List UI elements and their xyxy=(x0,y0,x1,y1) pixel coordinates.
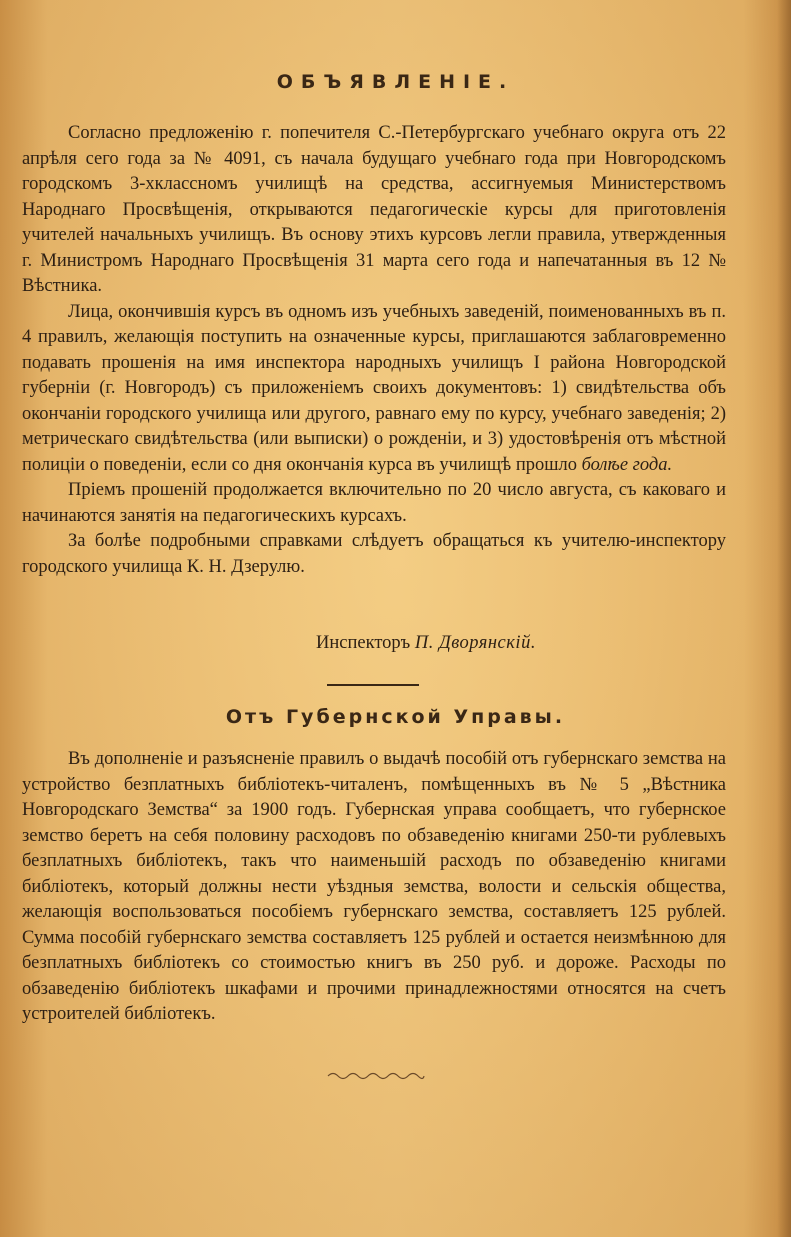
announcement-body xyxy=(22,121,726,580)
page-edge-shadow xyxy=(777,0,791,1237)
announcement-paragraph-2 xyxy=(22,300,726,479)
announcement-paragraph-4: За болѣе подробными справками слѣдуетъ обращаться къ учителю-инспектору городского училища К. Н. Дзерулю. xyxy=(22,531,726,577)
signature-name: П. Дворянскій. xyxy=(414,633,536,653)
announcement-title: ОБЪЯВЛЕНІЕ. xyxy=(276,71,515,93)
wavy-end-ornament xyxy=(326,1068,426,1082)
announcement-paragraph-2-text: Лица, окончившія курсъ въ одномъ изъ учебныхъ заведеній, поименованныхъ въ п. 4 правилъ, желающія поступить на означенные курсы, приглашаются заблаговременно подавать прошенія на имя инспектора народныхъ училищъ I района Новгородской губерніи (г. Новгородъ) съ приложеніемъ своихъ документовъ: 1) свидѣтельства объ окончаніи городского училища или другого, равнаго ему по курсу, учебнаго заведенія; 2) метрическаго свидѣтельства (или выписки) о рожденіи, и 3) удостовѣренія отъ мѣстной полиціи о поведеніи, если со дня окончанія курса въ училищѣ прошло xyxy=(22,301,726,475)
board-body xyxy=(22,747,726,1028)
signature xyxy=(316,633,536,654)
announcement-paragraph-1: Согласно предложенію г. попечителя С.-Петербургскаго учебнаго округа отъ 22 апрѣля сего года за № 4091, съ начала будущаго учебнаго года при Новгородскомъ городскомъ 3-хклассномъ училищѣ на средства, ассигнуемыя Министерствомъ Народнаго Просвѣщенія, открываются педагогическіе курсы для приготовленія учителей начальныхъ училищъ. Въ основу этихъ курсовъ легли правила, утвержденныя г. Министромъ Народнаго Просвѣщенія 31 марта сего года и напечатанныя въ 12 № Вѣстника. xyxy=(22,123,726,296)
signature-title: Инспекторъ xyxy=(316,633,411,653)
announcement-paragraph-3: Пріемъ прошеній продолжается включительно по 20 число августа, съ каковаго и начинаются занятія на педагогическихъ курсахъ. xyxy=(22,480,726,526)
announcement-paragraph-2-italic: болѣе года. xyxy=(581,454,673,475)
board-title: Отъ Губернской Управы. xyxy=(225,706,566,728)
section-divider xyxy=(327,684,419,686)
board-paragraph-1: Въ дополненіе и разъясненіе правилъ о выдачѣ пособій отъ губернскаго земства на устройство безплатныхъ библіотекъ-читаленъ, помѣщенныхъ въ № 5 „Вѣстника Новгородскаго Земства“ за 1900 годъ. Губернская управа сообщаетъ, что губернское земство беретъ на себя половину расходовъ по обзаведенію книгами 250-ти рублевыхъ безплатныхъ библіотекъ, такъ что наименьшій расходъ по обзаведенію книгами библіотекъ, который должны нести уѣздныя земства, волости и сельскія общества, желающія воспользоваться пособіемъ губернскаго земства, составляетъ 125 рублей. Сумма пособій губернскаго земства составляетъ 125 рублей и остается неизмѣнною для безплатныхъ библіотекъ со стоимостью книгъ въ 250 руб. и дороже. Расходы по обзаведенію библіотекъ шкафами и прочими принадлежностями относятся на счетъ устроителей библіотекъ. xyxy=(22,749,726,1024)
